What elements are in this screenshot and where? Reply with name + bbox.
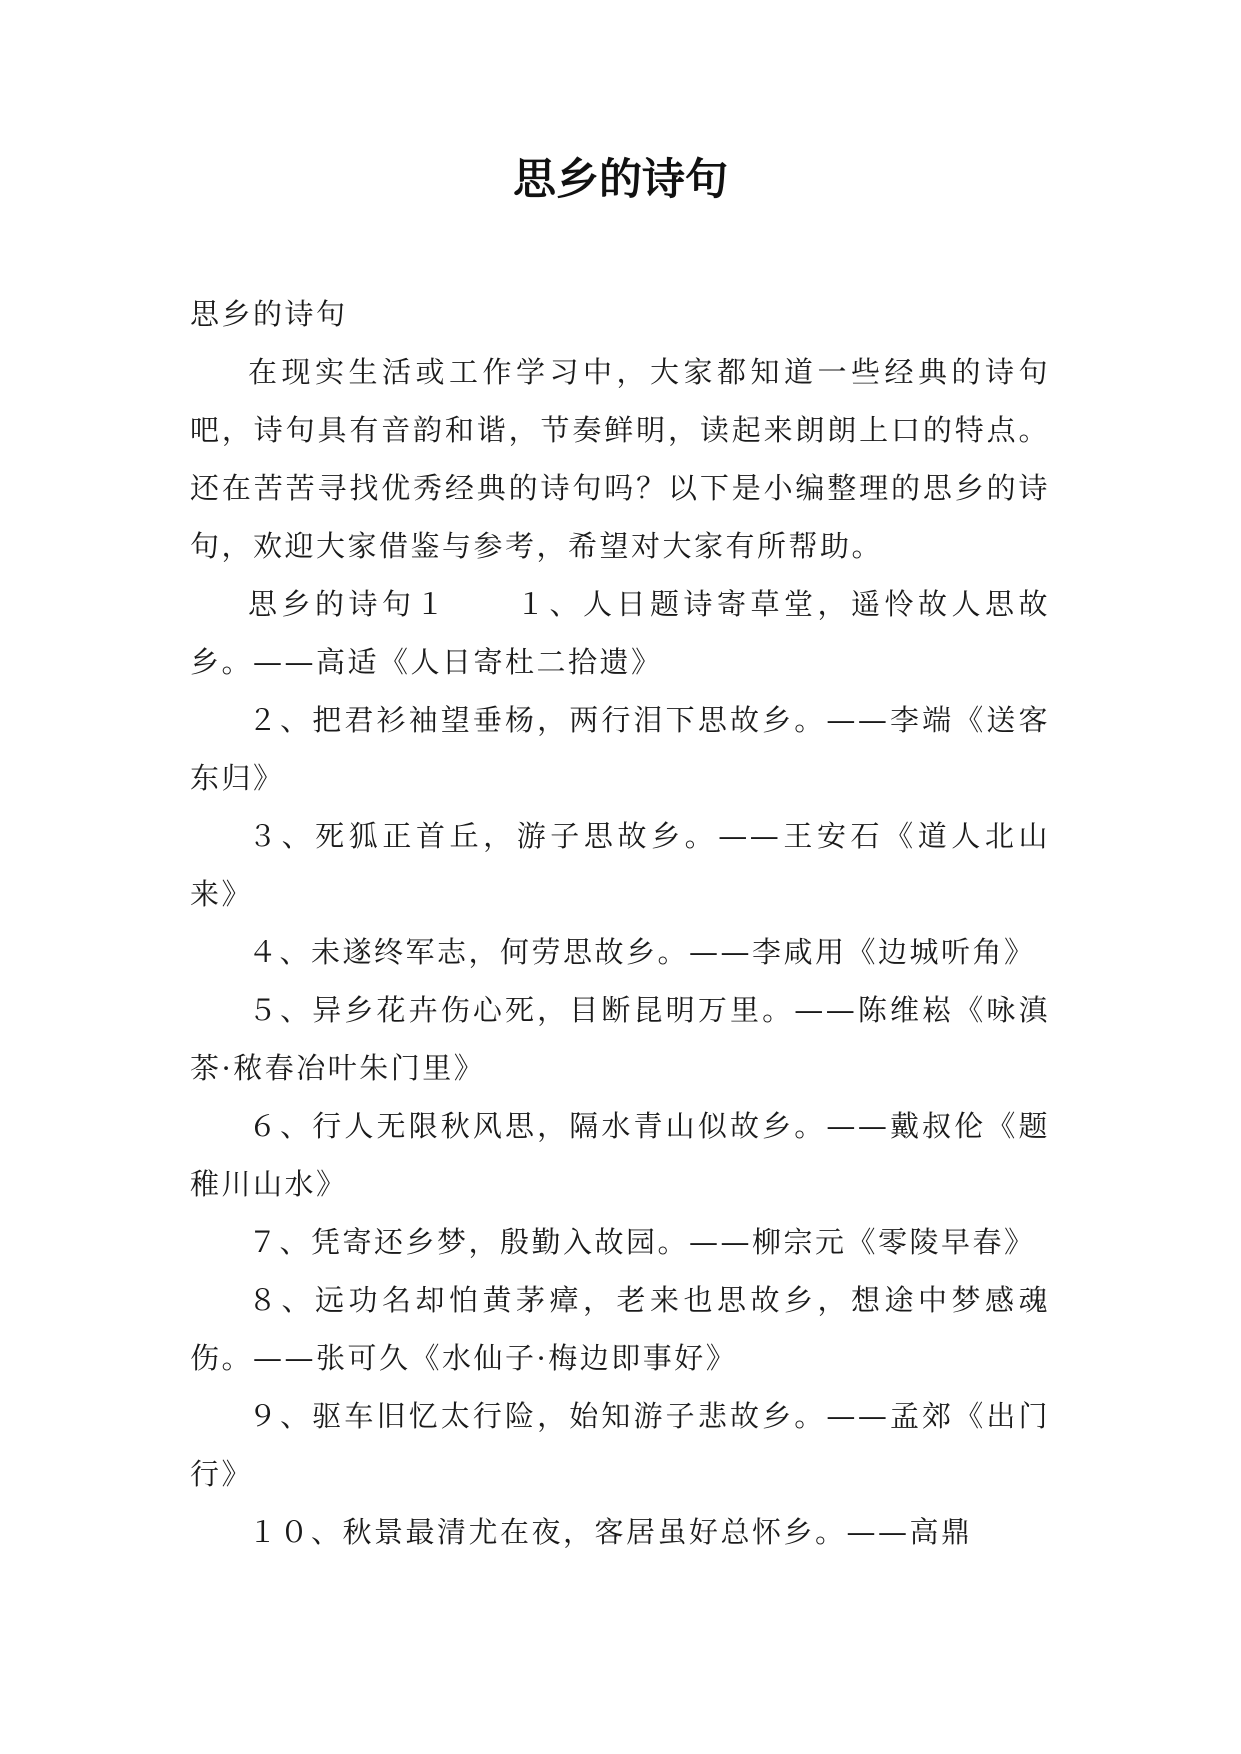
poem-item-7: ７、凭寄还乡梦，殷勤入故园。——柳宗元《零陵早春》 xyxy=(248,1225,1036,1259)
poem-item-4: ４、未遂终军志，何劳思故乡。——李咸用《边城听角》 xyxy=(248,935,1036,969)
poem-item-1 xyxy=(190,575,1050,691)
poem-item-9: ９、驱车旧忆太行险，始知游子悲故乡。——孟郊《出门行》 xyxy=(190,1399,1050,1491)
poem-item-6: ６、行人无限秋风思，隔水青山似故乡。——戴叔伦《题稚川山水》 xyxy=(190,1109,1050,1201)
poem-item-10: １０、秋景最清尤在夜，客居虽好总怀乡。——高鼎 xyxy=(248,1515,973,1549)
poem-item-1-text: １、人日题诗寄草堂，遥怜故人思故乡。——高适《人日寄杜二拾遗》 xyxy=(190,587,1050,679)
intro-paragraph: 在现实生活或工作学习中，大家都知道一些经典的诗句吧，诗句具有音韵和谐，节奏鲜明，读起来朗朗上口的特点。还在苦苦寻找优秀经典的诗句吗？以下是小编整理的思乡的诗句，欢迎大家借鉴与参考，希望对大家有所帮助。 xyxy=(190,355,1050,563)
subtitle: 思乡的诗句 xyxy=(190,297,348,331)
poem-item-3: ３、死狐正首丘，游子思故乡。——王安石《道人北山来》 xyxy=(190,819,1050,911)
poem-item-2: ２、把君衫袖望垂杨，两行泪下思故乡。——李端《送客东归》 xyxy=(190,703,1050,795)
poem-item-5: ５、异乡花卉伤心死，目断昆明万里。——陈维崧《咏滇茶·秾春冶叶朱门里》 xyxy=(190,993,1050,1085)
document-body xyxy=(190,285,1050,1561)
document-title: 思乡的诗句 xyxy=(513,155,728,205)
poem-item-8: ８、远功名却怕黄茅瘴，老来也思故乡，想途中梦感魂伤。——张可久《水仙子·梅边即事好》 xyxy=(190,1283,1050,1375)
section-heading: 思乡的诗句１ xyxy=(248,587,516,621)
